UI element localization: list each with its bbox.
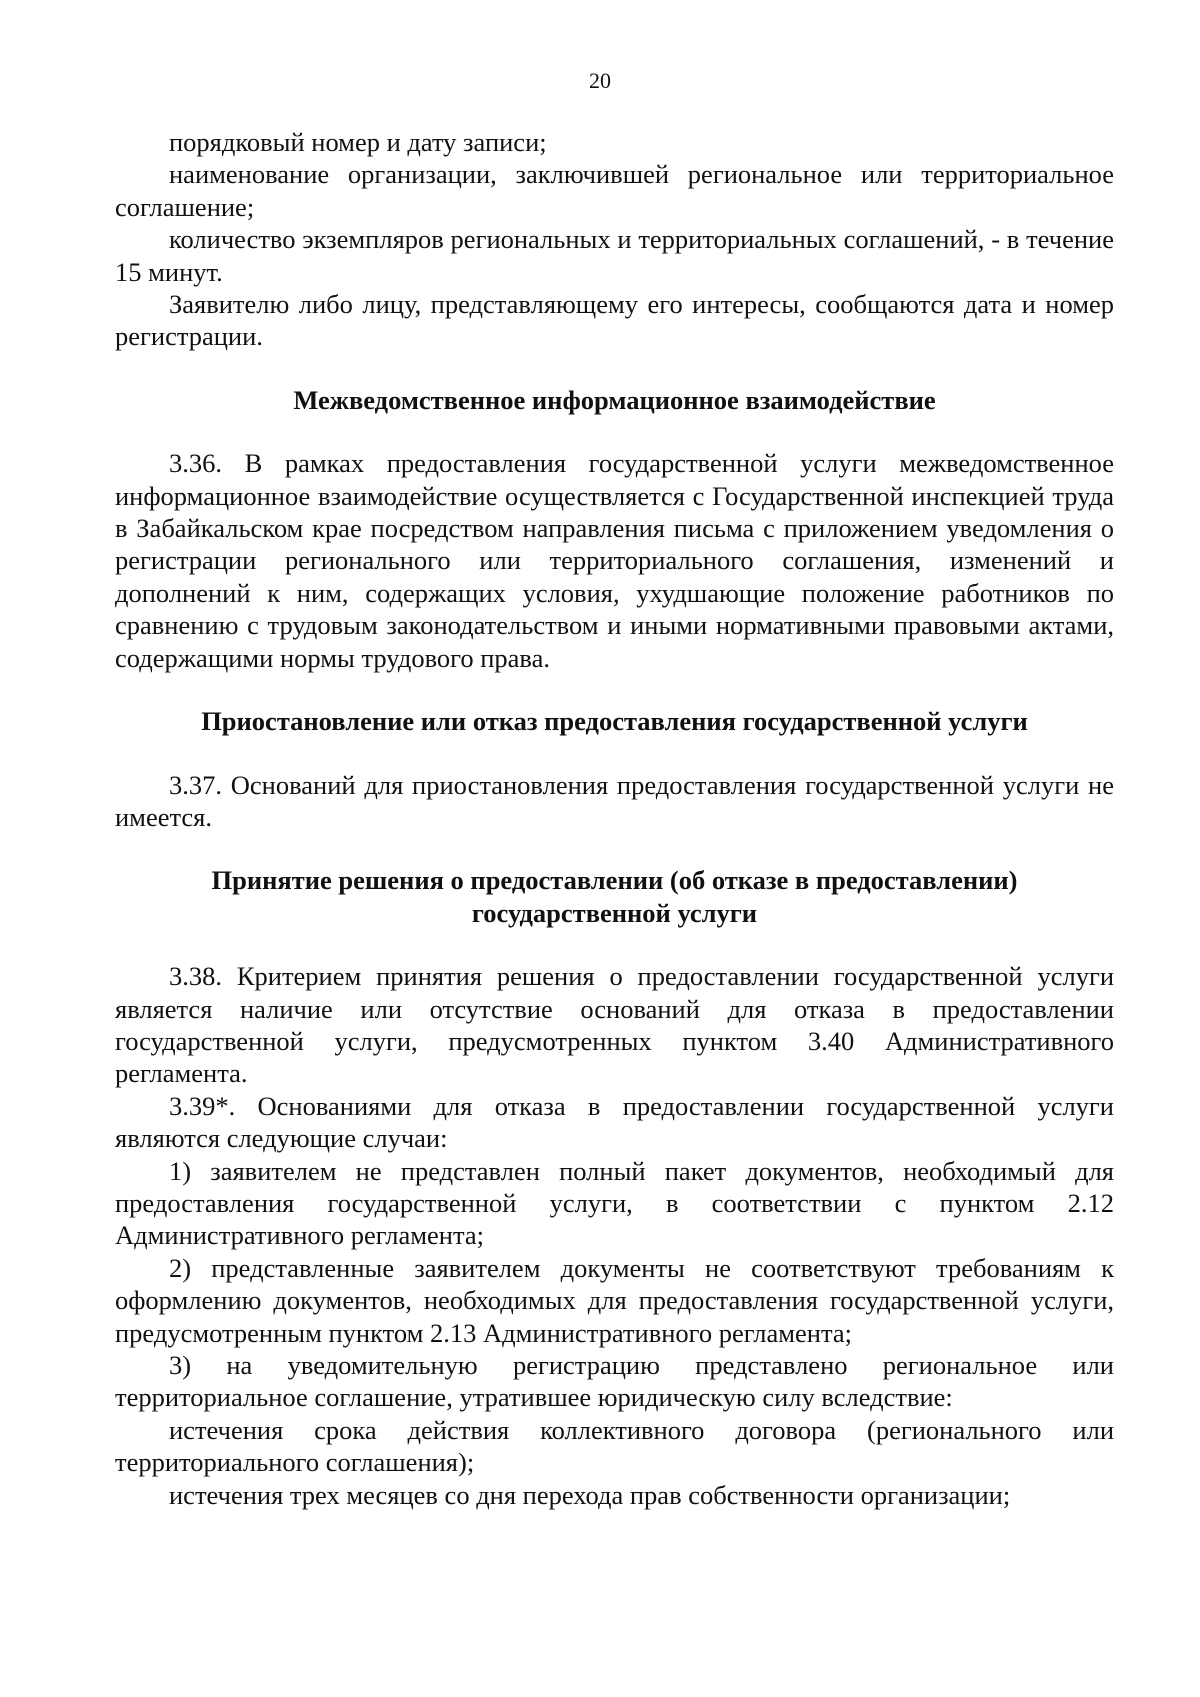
section-heading-suspension: Приостановление или отказ предоставления государственной услуги bbox=[201, 706, 1028, 737]
paragraph-3-36: 3.36. В рамках предоставления государственной услуги межведомственное информационное взаимодействие осуществляется с Государственной инспекцией труда в Забайкальском крае посредством направления письма с приложением уведомления о регистрации регионального или территориального соглашения, изменений и дополнений к ним, содержащих условия, ухудшающие положение работников по сравнению с трудовым законодательством и иными нормативными правовыми актами, содержащими нормы трудового права. bbox=[115, 448, 1114, 673]
list-item: 1) заявителем не представлен полный пакет документов, необходимый для предоставления государственной услуги, в соответствии с пунктом 2.12 Административного регламента; bbox=[115, 1155, 1114, 1251]
paragraph: количество экземпляров региональных и территориальных соглашений, - в течение 15 минут. bbox=[115, 224, 1114, 287]
section-heading-interagency: Межведомственное информационное взаимодействие bbox=[293, 384, 936, 415]
paragraph-3-39: 3.39*. Основаниями для отказа в предоставлении государственной услуги являются следующие случаи: bbox=[115, 1090, 1114, 1154]
document-body bbox=[115, 126, 1114, 1511]
paragraph: Заявителю либо лицу, представляющему его интересы, сообщаются дата и номер регистрации. bbox=[115, 289, 1114, 352]
paragraph: истечения срока действия коллективного договора (регионального или территориального соглашения); bbox=[115, 1414, 1114, 1478]
section-heading-line: Принятие решения о предоставлении (об отказе в предоставлении) bbox=[211, 865, 1018, 896]
section-heading-decision bbox=[115, 864, 1114, 929]
section-heading-line: государственной услуги bbox=[471, 897, 758, 928]
paragraph-3-37: 3.37. Оснований для приостановления предоставления государственной услуги не имеется. bbox=[115, 769, 1114, 832]
paragraph-3-38: 3.38. Критерием принятия решения о предоставлении государственной услуги является наличие или отсутствие оснований для отказа в предоставлении государственной услуги, предусмотренных пунктом 3.40 Административного регламента. bbox=[115, 961, 1114, 1089]
list-item: 2) представленные заявителем документы не соответствуют требованиям к оформлению документов, необходимых для предоставления государственной услуги, предусмотренным пунктом 2.13 Административного регламента; bbox=[115, 1252, 1114, 1348]
page-number: 20 bbox=[589, 68, 611, 93]
list-item: 3) на уведомительную регистрацию представлено региональное или территориальное соглашение, утратившее юридическую силу вследствие: bbox=[115, 1350, 1114, 1413]
paragraph: наименование организации, заключившей региональное или территориальное соглашение; bbox=[115, 159, 1114, 222]
paragraph: порядковый номер и дату записи; bbox=[169, 127, 547, 157]
paragraph: истечения трех месяцев со дня перехода прав собственности организации; bbox=[169, 1479, 1011, 1510]
